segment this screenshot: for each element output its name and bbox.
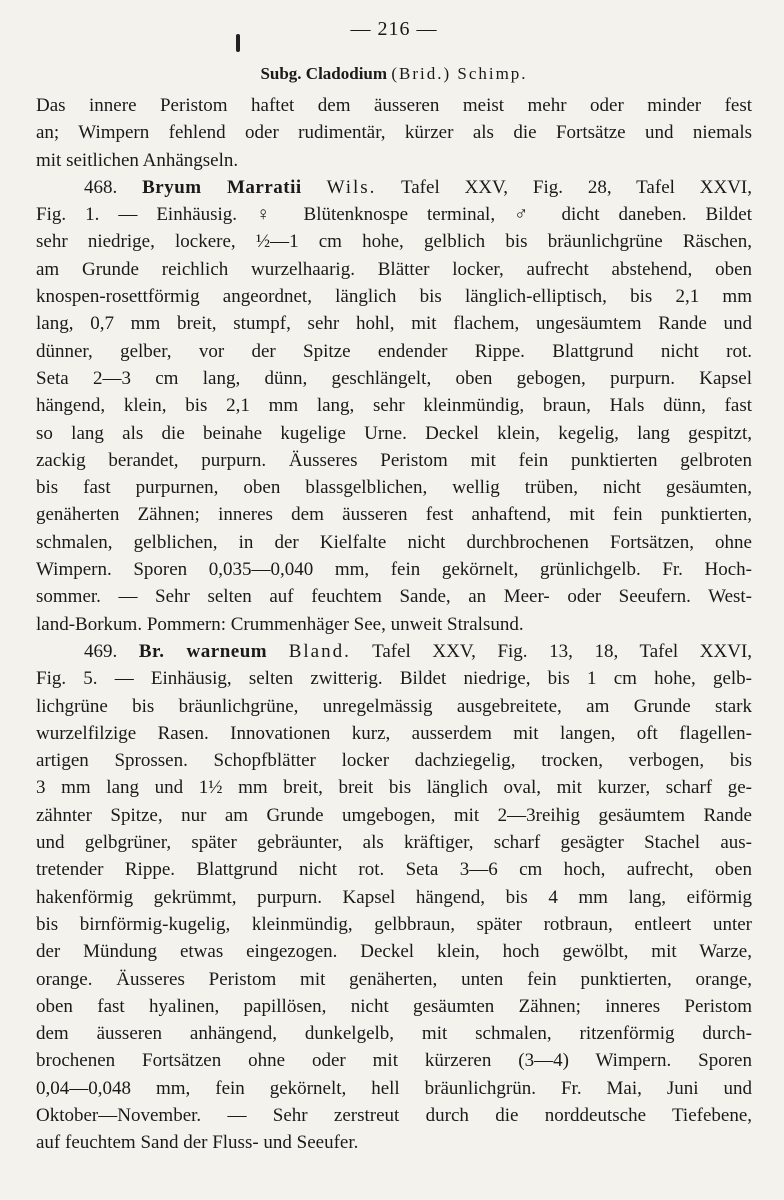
entry-468-line: lang, 0,7 mm breit, stumpf, sehr hohl, mit flachem, ungesäumtem Rande und — [36, 313, 752, 335]
entry-469-line: brochenen Fortsätzen ohne oder mit kürzeren (3—4) Wimpern. Sporen — [36, 1050, 752, 1072]
entry-469-line: Oktober—November. — Sehr zerstreut durch die norddeutsche Tiefebene, — [36, 1104, 752, 1126]
entry-469-line: artigen Sprossen. Schopfblätter locker dachziegelig, trocken, verbogen, bis — [36, 750, 752, 772]
document-page — [36, 0, 752, 1200]
entry-469-line: wurzelfilzige Rasen. Innovationen kurz, ausserdem mit langen, oft flagellen- — [36, 722, 752, 744]
entry-469-line: Fig. 5. — Einhäusig, selten zwitterig. Bildet niedrige, bis 1 cm hohe, gelb- — [36, 668, 752, 690]
entry-468 — [36, 174, 752, 638]
entry-469-line: tretender Rippe. Blattgrund nicht rot. Seta 3—6 cm hoch, aufrecht, oben — [36, 859, 752, 881]
entry-468-line: genäherten Zähnen; inneres dem äusseren fest anhaftend, mit fein punktierten, — [36, 504, 752, 526]
entry-469-line: oben fast hyalinen, papillösen, nicht gesäumten Zähnen; inneres Peristom — [36, 995, 752, 1017]
entry-468-line: sehr niedrige, lockere, ½—1 cm hohe, gelblich bis bräunlichgrüne Räschen, — [36, 231, 752, 253]
entry-468-line: Fig. 1. — Einhäusig. ♀ Blütenknospe terminal, ♂ dicht daneben. Bildet — [36, 204, 752, 226]
entry-468-line: Wimpern. Sporen 0,035—0,040 mm, fein gekörnelt, grünlichgelb. Fr. Hoch- — [36, 559, 752, 581]
entry-468-line: land-Borkum. Pommern: Crummenhäger See, unweit Stralsund. — [36, 613, 524, 635]
entry-468-line: dünner, gelber, vor der Spitze endender Rippe. Blattgrund nicht rot. — [36, 340, 752, 362]
subgenus-author: (Brid.) Schimp. — [391, 64, 528, 83]
entry-469-species-name: Br. warneum — [138, 640, 268, 662]
text-line: mit seitlichen Anhängseln. — [36, 149, 239, 171]
entry-469-first-line — [36, 638, 752, 665]
entry-469-line: dem äusseren anhängend, dunkelgelb, mit schmalen, ritzenförmig durch- — [36, 1023, 752, 1045]
entry-468-line: schmalen, gelblichen, in der Kielfalte nicht durchbrochenen Fortsätzen, ohne — [36, 531, 752, 553]
entry-469-line: und gelbgrüner, später gebräunter, als kräftiger, scharf gesägter Stachel aus- — [36, 832, 752, 854]
entry-469-author: Bland. — [288, 640, 351, 662]
entry-469-line: zähnter Spitze, nur am Grunde umgebogen, mit 2—3reihig gesäumtem Rande — [36, 804, 752, 826]
entry-468-species-name: Bryum Marratii — [142, 176, 302, 198]
entry-469-line: 3 mm lang und 1½ mm breit, breit bis länglich oval, mit kurzer, scharf ge- — [36, 777, 752, 799]
entry-469-line: orange. Äusseres Peristom mit genäherten, unten fein punktierten, orange, — [36, 968, 752, 990]
entry-468-line: hängend, klein, bis 2,1 mm lang, sehr kleinmündig, braun, Hals dünn, fast — [36, 395, 752, 417]
entry-469-line: 0,04—0,048 mm, fein gekörnelt, hell bräunlichgrün. Fr. Mai, Juni und — [36, 1077, 752, 1099]
entry-469-line: auf feuchtem Sand der Fluss- und Seeufer. — [36, 1132, 359, 1154]
entry-468-line: Seta 2—3 cm lang, dünn, geschlängelt, oben gebogen, purpurn. Kapsel — [36, 367, 752, 389]
entry-468-line: sommer. — Sehr selten auf feuchtem Sande, an Meer- oder Seeufern. West- — [36, 586, 752, 608]
entry-468-number: 468. — [84, 176, 118, 198]
entry-468-line: so lang als die beinahe kugelige Urne. Deckel klein, kegelig, lang gespitzt, — [36, 422, 752, 444]
subgenus-name: Subg. Cladodium — [260, 64, 388, 83]
intro-paragraph — [36, 92, 752, 174]
subgenus-heading — [36, 64, 752, 84]
entry-469-line: der Mündung etwas eingezogen. Deckel klein, hoch gewölbt, mit Warze, — [36, 941, 752, 963]
entry-468-line: zackig berandet, purpurn. Äusseres Peristom mit fein punktierten gelbroten — [36, 449, 752, 471]
entry-469-line: bis birnförmig-kugelig, kleinmündig, gelbbraun, später rotbraun, entleert unter — [36, 913, 752, 935]
entry-468-author: Wils. — [326, 176, 377, 198]
text-line: Das innere Peristom haftet dem äusseren meist mehr oder minder fest — [36, 95, 752, 116]
entry-468-line: Tafel XXV, Fig. 28, Tafel XXVI, — [400, 176, 753, 198]
entry-468-first-line — [36, 174, 752, 201]
text-line: an; Wimpern fehlend oder rudimentär, kürzer als die Fortsätze und niemals — [36, 122, 752, 144]
entry-469 — [36, 638, 752, 1157]
entry-468-line: knospen-rosettförmig angeordnet, länglich bis länglich-elliptisch, bis 2,1 mm — [36, 286, 752, 308]
entry-469-line: Tafel XXV, Fig. 13, 18, Tafel XXVI, — [372, 640, 753, 662]
entry-469-number: 469. — [84, 640, 118, 662]
entry-468-line: am Grunde reichlich wurzelhaarig. Blätter locker, aufrecht abstehend, oben — [36, 258, 752, 280]
page-number: — 216 — — [350, 18, 438, 40]
entry-469-line: hakenförmig gekrümmt, purpurn. Kapsel hängend, bis 4 mm lang, eiförmig — [36, 886, 752, 908]
entry-468-line: bis fast purpurnen, oben blassgelblichen, wellig trüben, nicht gesäumten, — [36, 477, 752, 499]
entry-469-line: lichgrüne bis bräunlichgrüne, unregelmässig ausgebreitete, am Grunde stark — [36, 695, 752, 717]
body-text — [36, 92, 752, 1157]
